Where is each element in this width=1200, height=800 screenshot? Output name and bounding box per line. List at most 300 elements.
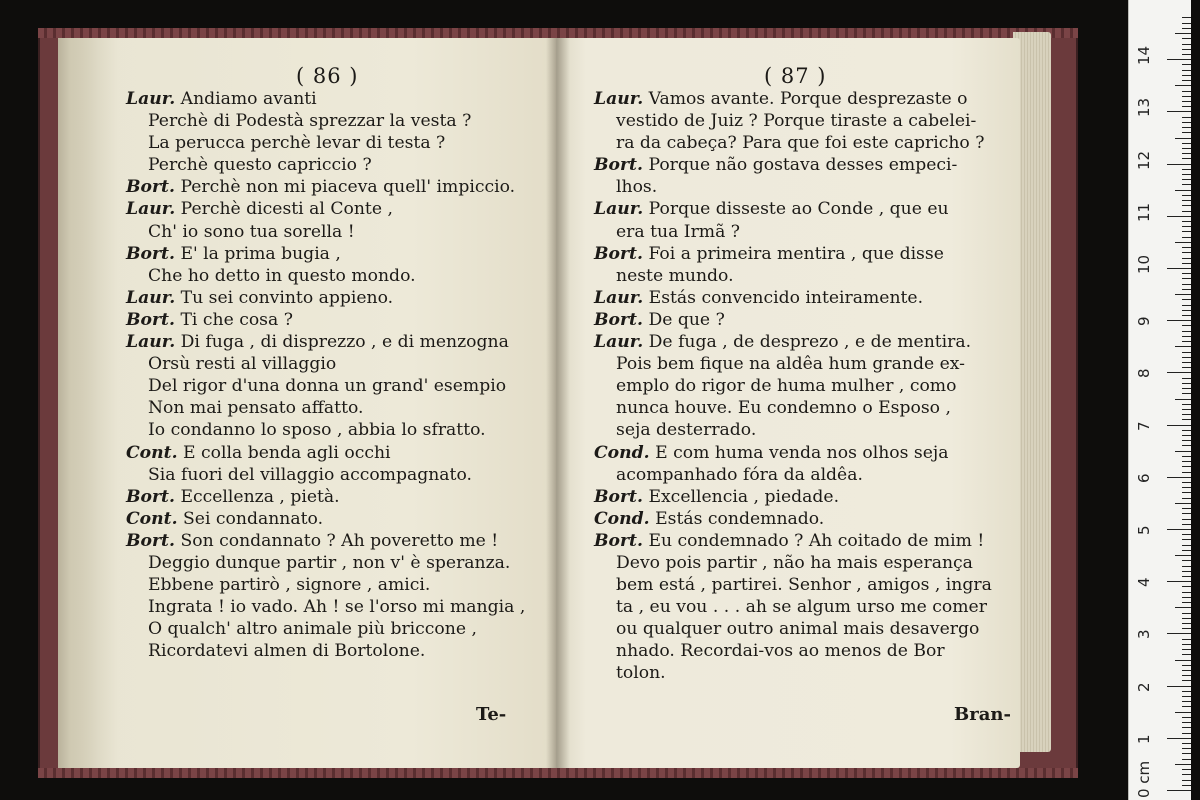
line-text: nhado. Recordai-vos ao menos de Bor [616, 641, 945, 662]
open-book [38, 28, 1078, 778]
verse-line [594, 265, 992, 287]
speaker-name: Bort. [126, 177, 175, 198]
ruler-tick [1167, 686, 1191, 687]
ruler-tick [1182, 70, 1191, 71]
line-text: seja desterrado. [616, 420, 757, 441]
ruler-tick [1182, 143, 1191, 144]
verse-line [126, 640, 525, 662]
line-text: Ti che cosa ? [174, 309, 293, 330]
verse-line [126, 574, 525, 596]
ruler-tick [1182, 566, 1191, 567]
ruler-number: 9 [1135, 316, 1153, 327]
verse-line [126, 353, 525, 375]
ruler-tick [1182, 44, 1191, 45]
line-text: De que ? [642, 309, 725, 330]
ruler-tick [1182, 117, 1191, 118]
speaker-name: Cond. [594, 508, 650, 529]
ruler-tick [1182, 691, 1191, 692]
ruler-number: 10 [1135, 254, 1153, 274]
verse-line [594, 640, 992, 662]
ruler-tick [1167, 581, 1191, 582]
ruler-tick [1182, 122, 1191, 123]
spine-gutter [546, 38, 570, 768]
line-text: Ebbene partirò , signore , amici. [148, 575, 431, 596]
ruler-number: 2 [1135, 682, 1153, 692]
line-text: Pois bem fique na aldêa hum grande ex- [616, 354, 965, 375]
line-text: Perchè di Podestà sprezzar la vesta ? [148, 111, 472, 132]
ruler-tick [1182, 571, 1191, 572]
ruler-tick [1182, 378, 1191, 379]
line-text: ta , eu vou . . . ah se algum urso me comer [616, 597, 987, 618]
ruler-tick [1182, 247, 1191, 248]
ruler-tick [1182, 733, 1191, 734]
verse-line [594, 574, 992, 596]
ruler-tick [1182, 560, 1191, 561]
line-text: Sia fuori del villaggio accompagnato. [148, 464, 472, 485]
speaker-line [126, 309, 525, 331]
line-text: bem está , partirei. Senhor , amigos , ingra [616, 575, 992, 596]
verse-line [126, 265, 525, 287]
ruler-tick [1167, 529, 1191, 530]
ruler-tick [1182, 362, 1191, 363]
ruler-tick [1182, 498, 1191, 499]
ruler-tick [1182, 597, 1191, 598]
ruler-tick [1182, 263, 1191, 264]
ruler-tick [1182, 430, 1191, 431]
ruler-tick [1182, 38, 1191, 39]
ruler-number: 7 [1135, 421, 1153, 431]
line-text: Non mai pensato affatto. [148, 398, 364, 419]
ruler-tick [1182, 440, 1191, 441]
ruler-tick [1182, 472, 1191, 473]
speaker-name: Cond. [594, 442, 650, 463]
ruler-tick [1182, 586, 1191, 587]
speaker-line [126, 442, 525, 464]
ruler-tick [1182, 414, 1191, 415]
speaker-line [126, 486, 525, 508]
speaker-name: Laur. [594, 287, 644, 308]
ruler-tick [1182, 195, 1191, 196]
verse-line [126, 375, 525, 397]
line-text: neste mundo. [616, 265, 734, 286]
speaker-name: Laur. [594, 332, 644, 353]
ruler-tick [1182, 675, 1191, 676]
ruler-tick [1182, 153, 1191, 154]
ruler-tick [1182, 654, 1191, 655]
verse-line [594, 110, 992, 132]
ruler-tick [1175, 660, 1191, 661]
line-text: Son condannato ? Ah poveretto me ! [174, 530, 499, 551]
cover-edge-top [38, 28, 1078, 38]
left-page [58, 38, 563, 768]
ruler-tick [1182, 106, 1191, 107]
ruler-tick [1182, 284, 1191, 285]
ruler-tick [1182, 759, 1191, 760]
line-text: Di fuga , di disprezzo , e di menzogna [175, 332, 509, 353]
line-text: ou qualquer outro animal mais desavergo [616, 619, 980, 640]
line-text: Excellencia , piedade. [642, 486, 840, 507]
ruler-tick [1182, 54, 1191, 55]
ruler-tick [1182, 211, 1191, 212]
line-text: De fuga , de desprezo , e de mentira. [643, 332, 972, 353]
ruler-tick [1175, 503, 1191, 504]
line-text: tolon. [616, 663, 666, 684]
ruler-tick [1167, 164, 1191, 165]
verse-line [594, 375, 992, 397]
ruler-number: 3 [1135, 629, 1153, 640]
ruler-tick [1182, 127, 1191, 128]
ruler-tick [1182, 701, 1191, 702]
ruler-tick [1182, 252, 1191, 253]
speaker-line [594, 88, 992, 110]
speaker-name: Bort. [594, 530, 643, 551]
verse-line [126, 419, 525, 441]
line-text: Perchè dicesti al Conte , [175, 199, 393, 220]
speaker-name: Bort. [594, 309, 643, 330]
line-text: Tu sei convinto appieno. [175, 287, 394, 308]
ruler-tick [1182, 336, 1191, 337]
ruler-tick [1175, 346, 1191, 347]
ruler-tick [1182, 23, 1191, 24]
ruler-number: 1 [1135, 734, 1153, 744]
ruler-tick [1175, 607, 1191, 608]
ruler-tick [1182, 331, 1191, 332]
ruler-tick [1175, 399, 1191, 400]
ruler-tick [1167, 790, 1191, 791]
line-text: Foi a primeira mentira , que disse [642, 243, 944, 264]
speaker-line [594, 530, 992, 552]
ruler-tick [1182, 28, 1191, 29]
ruler-tick [1175, 451, 1191, 452]
ruler-tick [1182, 184, 1191, 185]
ruler-tick [1182, 461, 1191, 462]
ruler-tick [1182, 409, 1191, 410]
ruler-tick [1182, 148, 1191, 149]
verse-line [594, 132, 992, 154]
ruler-tick [1182, 341, 1191, 342]
ruler-number: 6 [1135, 473, 1153, 483]
speaker-name: Bort. [594, 155, 643, 176]
line-text: E' la prima bugia , [174, 243, 341, 264]
line-text: Sei condannato. [177, 508, 324, 529]
ruler-tick [1167, 425, 1191, 426]
verse-line [126, 110, 525, 132]
ruler-tick [1182, 466, 1191, 467]
speaker-line [126, 530, 525, 552]
ruler-tick [1182, 680, 1191, 681]
ruler-tick [1182, 492, 1191, 493]
ruler-tick [1182, 258, 1191, 259]
speaker-name: Bort. [594, 243, 643, 264]
line-text: Che ho detto in questo mondo. [148, 265, 416, 286]
line-text: Andiamo avanti [175, 89, 317, 109]
line-text: Perchè questo capriccio ? [148, 155, 372, 176]
ruler-tick [1182, 158, 1191, 159]
ruler-tick [1182, 17, 1191, 18]
speaker-name: Bort. [126, 486, 175, 507]
line-text: E com huma venda nos olhos seja [649, 442, 949, 463]
verse-line [126, 397, 525, 419]
verse-line [126, 618, 525, 640]
line-text: era tua Irmã ? [616, 221, 741, 242]
ruler-tick [1182, 748, 1191, 749]
ruler-tick [1182, 456, 1191, 457]
line-text: Del rigor d'una donna un grand' esempio [148, 376, 507, 397]
measuring-ruler [1128, 0, 1191, 800]
ruler-tick [1182, 273, 1191, 274]
ruler-tick [1182, 278, 1191, 279]
verse-line [594, 397, 992, 419]
line-text: Ricordatevi almen di Bortolone. [148, 641, 426, 662]
ruler-tick [1182, 325, 1191, 326]
verse-line [126, 552, 525, 574]
ruler-tick [1175, 190, 1191, 191]
line-text: Eccellenza , pietà. [174, 486, 340, 507]
line-text: La perucca perchè levar di testa ? [148, 133, 446, 154]
ruler-tick [1182, 383, 1191, 384]
verse-line [594, 176, 992, 198]
line-text: lhos. [616, 177, 658, 198]
ruler-tick [1167, 372, 1191, 373]
verse-line [594, 353, 992, 375]
line-text: Estás condemnado. [649, 508, 825, 529]
speaker-line [594, 331, 992, 353]
speaker-line [594, 198, 992, 220]
speaker-name: Cont. [126, 442, 178, 463]
line-text: Orsù resti al villaggio [148, 354, 337, 375]
line-text: emplo do rigor de huma mulher , como [616, 376, 957, 397]
ruler-tick [1182, 132, 1191, 133]
ruler-tick [1182, 513, 1191, 514]
ruler-tick [1182, 445, 1191, 446]
line-text: nunca houve. Eu condemno o Esposo , [616, 398, 951, 419]
speaker-name: Bort. [126, 309, 175, 330]
ruler-tick [1182, 618, 1191, 619]
ruler-tick [1182, 482, 1191, 483]
ruler-tick [1182, 649, 1191, 650]
ruler-tick [1182, 419, 1191, 420]
speaker-line [126, 198, 525, 220]
speaker-name: Laur. [126, 287, 176, 308]
right-page-text [594, 88, 992, 685]
line-text: Devo pois partir , não ha mais esperança [616, 552, 973, 573]
ruler-tick [1182, 367, 1191, 368]
ruler-tick [1182, 780, 1191, 781]
ruler-tick [1175, 294, 1191, 295]
verse-line [594, 596, 992, 618]
ruler-tick [1167, 268, 1191, 269]
ruler-tick [1182, 628, 1191, 629]
ruler-tick [1167, 738, 1191, 739]
ruler-tick [1182, 49, 1191, 50]
ruler-tick [1167, 477, 1191, 478]
ruler-tick [1175, 85, 1191, 86]
ruler-tick [1182, 174, 1191, 175]
ruler-tick [1182, 64, 1191, 65]
verse-line [594, 552, 992, 574]
verse-line [126, 221, 525, 243]
ruler-tick [1182, 80, 1191, 81]
ruler-tick [1182, 665, 1191, 666]
speaker-line [594, 154, 992, 176]
ruler-tick [1182, 179, 1191, 180]
line-text: E colla benda agli occhi [177, 442, 391, 463]
ruler-number: 13 [1135, 98, 1153, 118]
ruler-tick [1182, 545, 1191, 546]
speaker-line [126, 243, 525, 265]
line-text: O qualch' altro animale più briccone , [148, 619, 477, 640]
speaker-name: Bort. [126, 530, 175, 551]
ruler-tick [1182, 602, 1191, 603]
ruler-tick [1182, 670, 1191, 671]
verse-line [126, 464, 525, 486]
ruler-tick [1182, 352, 1191, 353]
ruler-tick [1175, 764, 1191, 765]
verse-line [594, 419, 992, 441]
ruler-tick [1182, 96, 1191, 97]
ruler-tick [1182, 404, 1191, 405]
ruler-tick [1175, 712, 1191, 713]
ruler-tick [1182, 315, 1191, 316]
speaker-name: Laur. [126, 89, 176, 109]
ruler-tick [1182, 435, 1191, 436]
ruler-tick [1182, 231, 1191, 232]
speaker-line [594, 442, 992, 464]
right-page [556, 38, 1020, 768]
binding-edge [58, 38, 118, 768]
ruler-tick [1182, 91, 1191, 92]
ruler-unit-label: 0 cm [1135, 760, 1153, 798]
speaker-name: Laur. [126, 199, 176, 220]
cover-edge-bottom [38, 768, 1078, 778]
speaker-name: Laur. [126, 332, 176, 353]
line-text: acompanhado fóra da aldêa. [616, 464, 863, 485]
left-page-text [126, 88, 525, 662]
verse-line [594, 618, 992, 640]
ruler-tick [1182, 785, 1191, 786]
line-text: Deggio dunque partir , non v' è speranza. [148, 552, 511, 573]
ruler-tick [1182, 299, 1191, 300]
ruler-number: 8 [1135, 368, 1153, 379]
speaker-line [126, 508, 525, 530]
ruler-tick [1182, 237, 1191, 238]
ruler-tick [1182, 774, 1191, 775]
ruler-tick [1182, 519, 1191, 520]
catchword: Te- [476, 704, 507, 725]
speaker-line [594, 287, 992, 309]
line-text: Porque disseste ao Conde , que eu [643, 199, 949, 220]
speaker-name: Laur. [594, 199, 644, 220]
ruler-tick [1182, 623, 1191, 624]
ruler-tick [1182, 534, 1191, 535]
ruler-tick [1182, 226, 1191, 227]
line-text: Perchè non mi piaceva quell' impiccio. [174, 177, 516, 198]
ruler-tick [1182, 592, 1191, 593]
line-text: Porque não gostava desses empeci- [642, 155, 958, 176]
line-text: Estás convencido inteiramente. [643, 287, 924, 308]
ruler-number: 11 [1135, 202, 1153, 222]
ruler-tick [1182, 696, 1191, 697]
verse-line [594, 662, 992, 684]
ruler-tick [1182, 753, 1191, 754]
ruler-tick [1182, 644, 1191, 645]
speaker-line [594, 508, 992, 530]
ruler-tick [1182, 613, 1191, 614]
ruler-tick [1182, 169, 1191, 170]
ruler-tick [1175, 555, 1191, 556]
ruler-tick [1175, 138, 1191, 139]
ruler-tick [1175, 242, 1191, 243]
ruler-tick [1182, 357, 1191, 358]
speaker-line [126, 287, 525, 309]
speaker-line [126, 176, 525, 198]
ruler-tick [1182, 722, 1191, 723]
speaker-line [594, 486, 992, 508]
line-text: Io condanno lo sposo , abbia lo sfratto. [148, 420, 486, 441]
ruler-tick [1182, 75, 1191, 76]
ruler-tick [1182, 769, 1191, 770]
page-number: ( 86 ) [296, 64, 359, 88]
speaker-line [594, 309, 992, 331]
ruler-tick [1182, 289, 1191, 290]
speaker-line [126, 88, 525, 110]
line-text: Ingrata ! io vado. Ah ! se l'orso mi mangia , [148, 597, 526, 618]
ruler-number: 5 [1135, 525, 1153, 535]
speaker-name: Bort. [594, 486, 643, 507]
ruler-tick [1182, 200, 1191, 201]
ruler-tick [1182, 706, 1191, 707]
ruler-tick [1182, 310, 1191, 311]
ruler-number: 14 [1135, 46, 1153, 66]
ruler-tick [1167, 216, 1191, 217]
ruler-tick [1182, 305, 1191, 306]
speaker-name: Bort. [126, 243, 175, 264]
speaker-line [126, 331, 525, 353]
line-text: Vamos avante. Porque desprezaste o [643, 89, 968, 109]
ruler-tick [1182, 727, 1191, 728]
ruler-tick [1167, 320, 1191, 321]
verse-line [126, 596, 525, 618]
verse-line [126, 154, 525, 176]
catchword: Bran- [954, 704, 1011, 725]
speaker-name: Cont. [126, 508, 178, 529]
speaker-line [594, 243, 992, 265]
line-text: vestido de Juiz ? Porque tiraste a cabelei- [616, 111, 977, 132]
ruler-tick [1182, 205, 1191, 206]
ruler-tick [1182, 717, 1191, 718]
ruler-tick [1182, 639, 1191, 640]
line-text: Ch' io sono tua sorella ! [148, 221, 355, 242]
ruler-tick [1182, 539, 1191, 540]
page-number: ( 87 ) [764, 64, 827, 88]
ruler-tick [1182, 393, 1191, 394]
ruler-number: 12 [1135, 150, 1153, 170]
ruler-tick [1167, 633, 1191, 634]
speaker-name: Laur. [594, 89, 644, 109]
ruler-tick [1182, 388, 1191, 389]
ruler-tick [1167, 111, 1191, 112]
verse-line [594, 221, 992, 243]
ruler-number: 4 [1135, 577, 1153, 588]
ruler-tick [1182, 221, 1191, 222]
verse-line [126, 132, 525, 154]
ruler-tick [1182, 576, 1191, 577]
ruler-tick [1182, 508, 1191, 509]
ruler-tick [1175, 33, 1191, 34]
line-text: Eu condemnado ? Ah coitado de mim ! [642, 530, 985, 551]
ruler-tick [1182, 487, 1191, 488]
verse-line [594, 464, 992, 486]
